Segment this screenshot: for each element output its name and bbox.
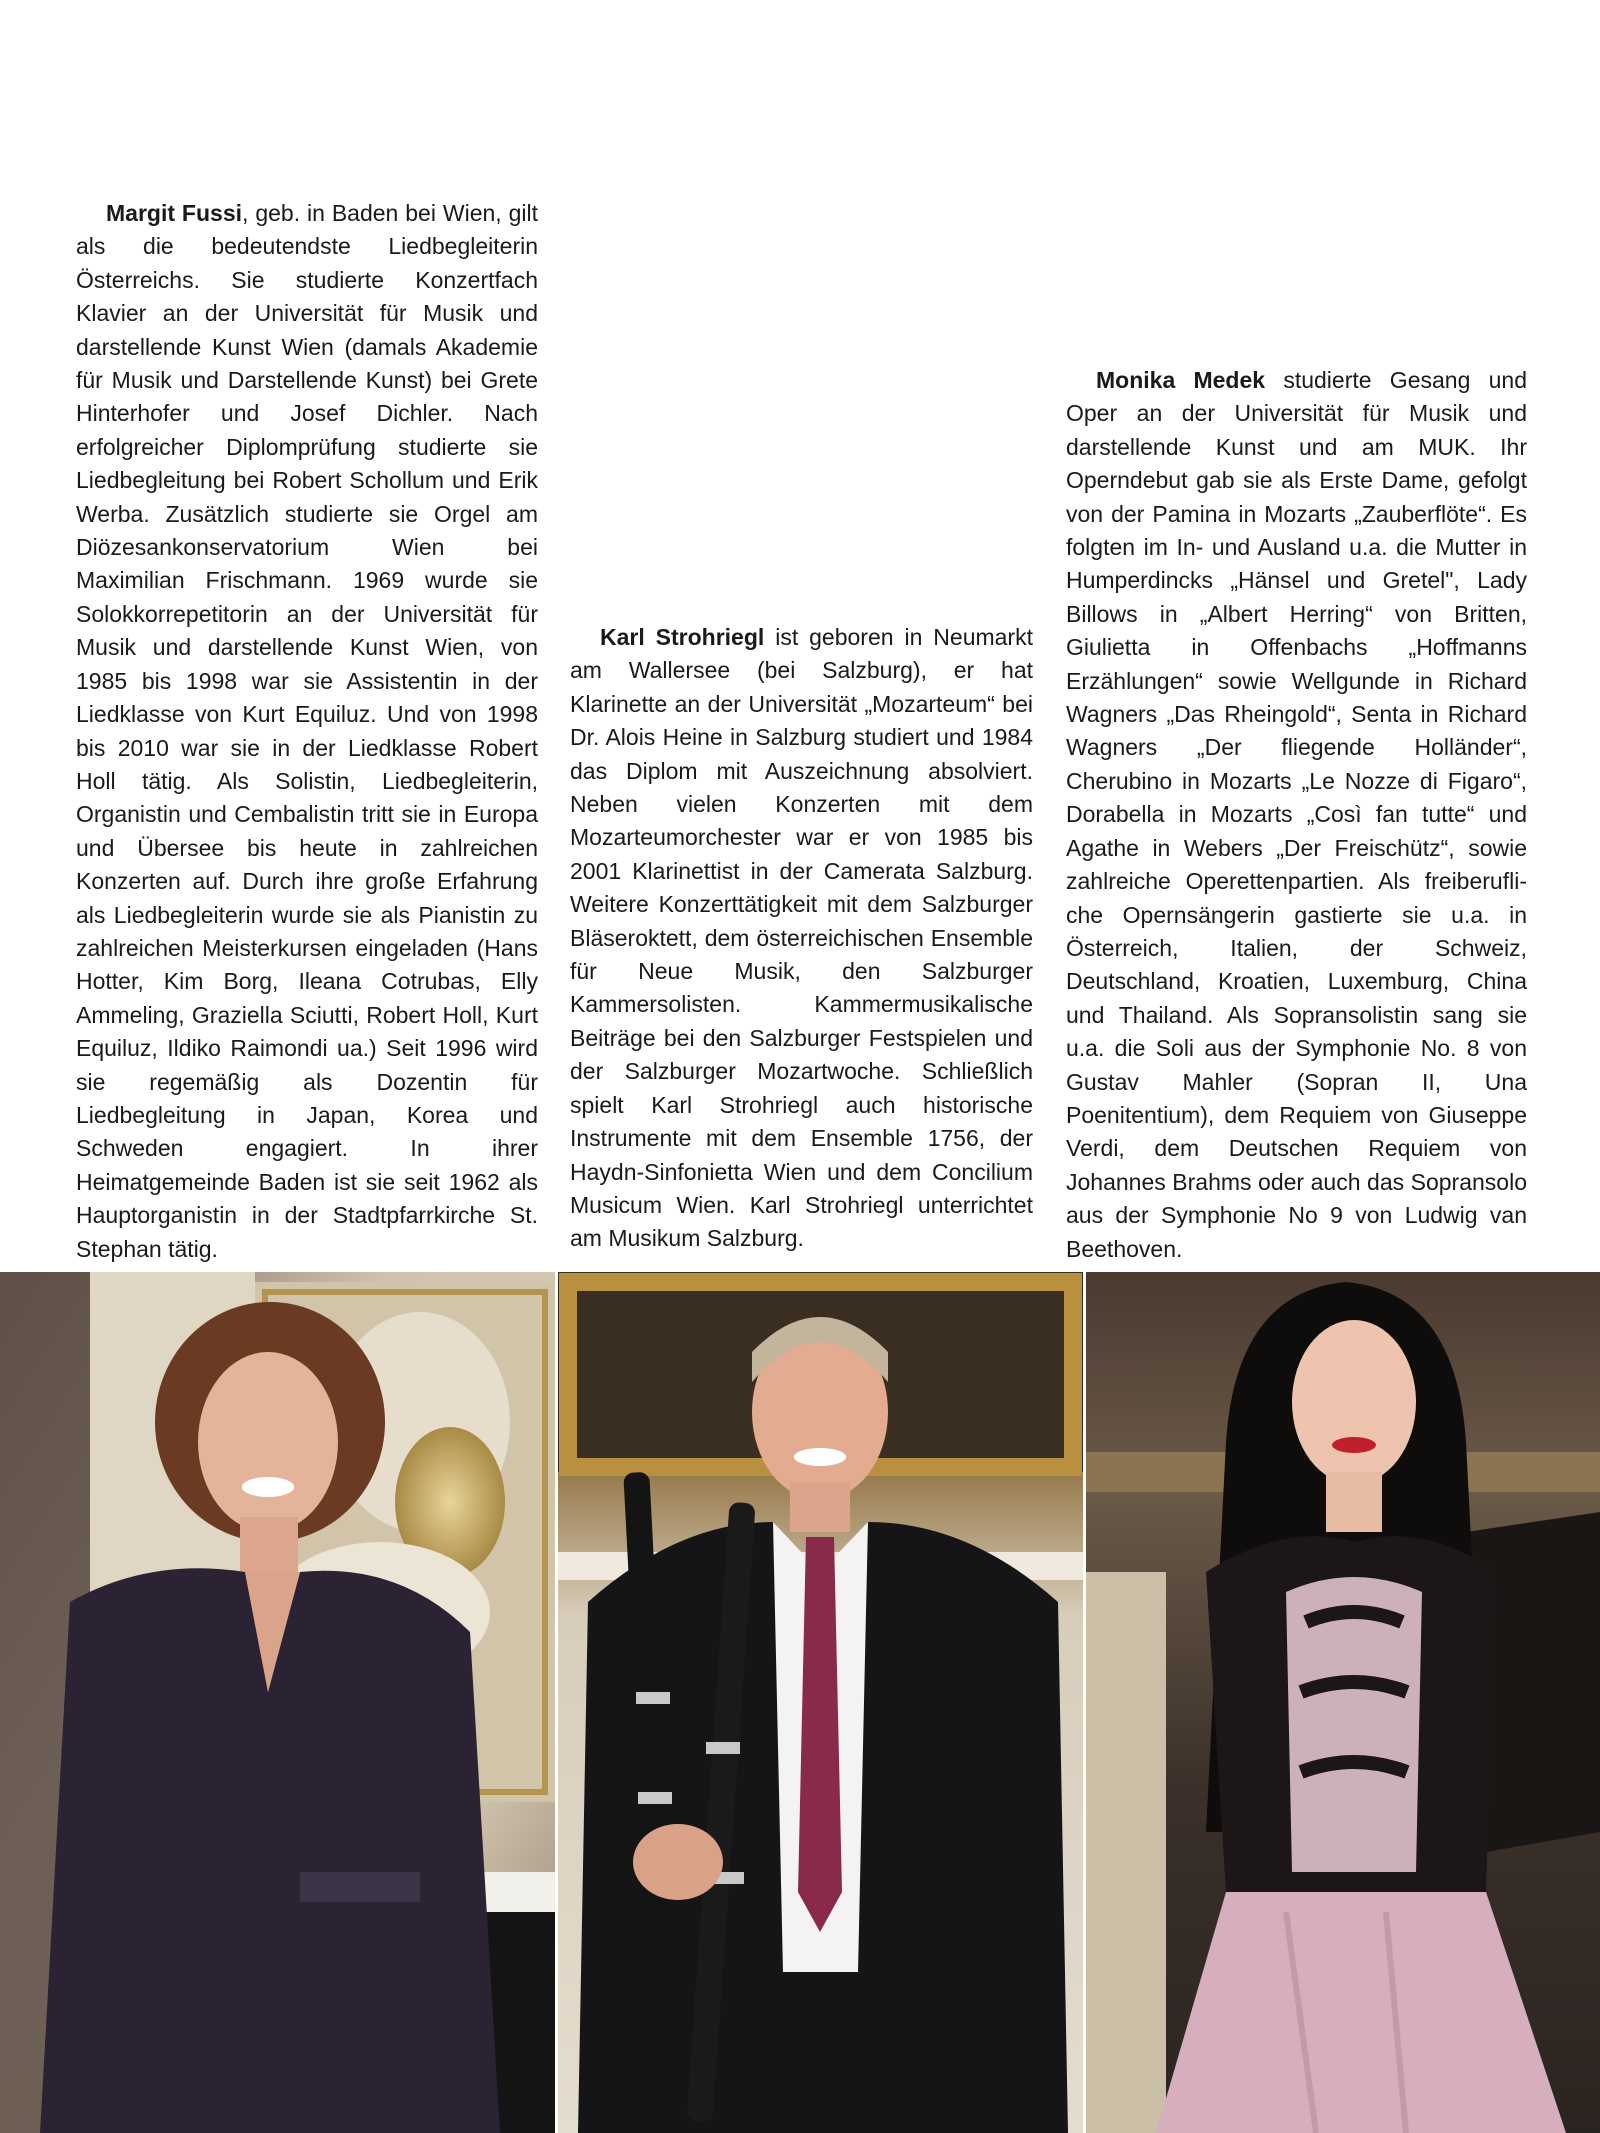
portrait-photo-karl-strohriegl <box>558 1272 1083 2133</box>
bio-monika-medek <box>1066 364 1527 1266</box>
bio-text: ist geboren in Neumarkt am Wallersee (bei Salzburg), er hat Klarinette an der Universität „Mozarteum“ bei Dr. Alois Heine in Salzburg studiert und 1984 das Diplom mit Auszeichnung absolviert. Neben vielen Konzerten mit dem Mozarteumorchester war er von 1985 bis 2001 Klarinettist in der Camerata Salzburg. Weitere Konzerttätigkeit mit dem Salzburger Bläseroktett, dem österreichischen Ensemble für Neue Musik, den Salzburger Kammersolisten. Kammermusikalische Beiträge bei den Salzburger Festspielen und der Salzburger Mozartwoche. Schließlich spielt Karl Strohriegl auch historische Instrumente mit dem Ensemble 1756, der Haydn-Sinfonietta Wien und dem Concilium Musicum Wien. Karl Strohriegl unterrichtet am Musikum Salzburg. <box>570 624 1033 1252</box>
bio-name: Karl Strohriegl <box>600 624 765 650</box>
bio-margit-fussi <box>76 197 538 1266</box>
portrait-photo-margit-fussi <box>0 1272 555 2133</box>
bio-name: Margit Fussi <box>106 200 242 226</box>
bio-karl-strohriegl <box>570 621 1033 1256</box>
bio-name: Monika Medek <box>1096 367 1266 393</box>
bio-text: studierte Gesang und Oper an der Universität für Musik und darstellende Kunst und am MUK. Ihr Operndebut gab sie als Erste Dame, gefolgt von der Pamina in Mozarts „Zauberflöte“. Es folgten im In- und Ausland u.a. die Mutter in Humperdincks „Hänsel und Gretel", Lady Billows in „Albert Herring“ von Britten, Giulietta in Offenbachs „Hoffmanns Erzählungen“ sowie Wellgunde in Richard Wagners „Das Rheingold“, Senta in Richard Wagners „Der fliegende Holländer“, Cherubino in Mozarts „Le Nozze di Figaro“, Dorabella in Mozarts „Così fan tutte“ und Agathe in Webers „Der Freischütz“, sowie zahlreiche Operettenpartien. Als freiberufliche Opernsängerin gastierte sie u.a. in Österreich, Italien, der Schweiz, Deutschland, Kroatien, Luxemburg, China und Thailand. Als Sopransolistin sang sie u.a. die Soli aus der Symphonie No. 8 von Gustav Mahler (Sopran II, Una Poenitentium), dem Requiem von Giuseppe Verdi, dem Deutschen Requiem von Johannes Brahms oder auch das Sopransolo aus der Symphonie No 9 von Ludwig van Beethoven. <box>1066 367 1527 1262</box>
portrait-photo-strip <box>0 1272 1600 2133</box>
portrait-photo-monika-medek <box>1086 1272 1600 2133</box>
bio-text: , geb. in Baden bei Wien, gilt als die bedeutendste Liedbegleiterin Österreichs. Sie studierte Konzertfach Klavier an der Universität für Musik und darstellende Kunst Wien (damals Akademie für Musik und Darstellende Kunst) bei Grete Hinterhofer und Josef Dichler. Nach erfolgreicher Diplomprüfung studierte sie Liedbegleitung bei Robert Schollum und Erik Werba. Zusätzlich studierte sie Orgel am Diözesankonservatorium Wien bei Maximilian Frischmann. 1969 wurde sie Solokkorrepetitorin an der Universität für Musik und darstellende Kunst Wien, von 1985 bis 1998 war sie Assistentin in der Liedklasse von Kurt Equiluz. Und von 1998 bis 2010 war sie in der Liedklasse Robert Holl tätig. Als Solistin, Liedbegleiterin, Organistin und Cembalistin tritt sie in Europa und Übersee bis heute in zahlreichen Konzerten auf. Durch ihre große Erfahrung als Liedbegleiterin wurde sie als Pianistin zu zahlreichen Meisterkursen eingeladen (Hans Hotter, Kim Borg, Ileana Cotrubas, Elly Ammeling, Graziella Sciutti, Robert Holl, Kurt Equiluz, Ildiko Raimondi ua.) Seit 1996 wird sie regemäßig als Dozentin für Liedbegleitung in Japan, Korea und Schweden engagiert. In ihrer Heimatgemeinde Baden ist sie seit 1962 als Hauptorganistin in der Stadtpfarrkirche St. Stephan tätig. <box>76 200 538 1262</box>
